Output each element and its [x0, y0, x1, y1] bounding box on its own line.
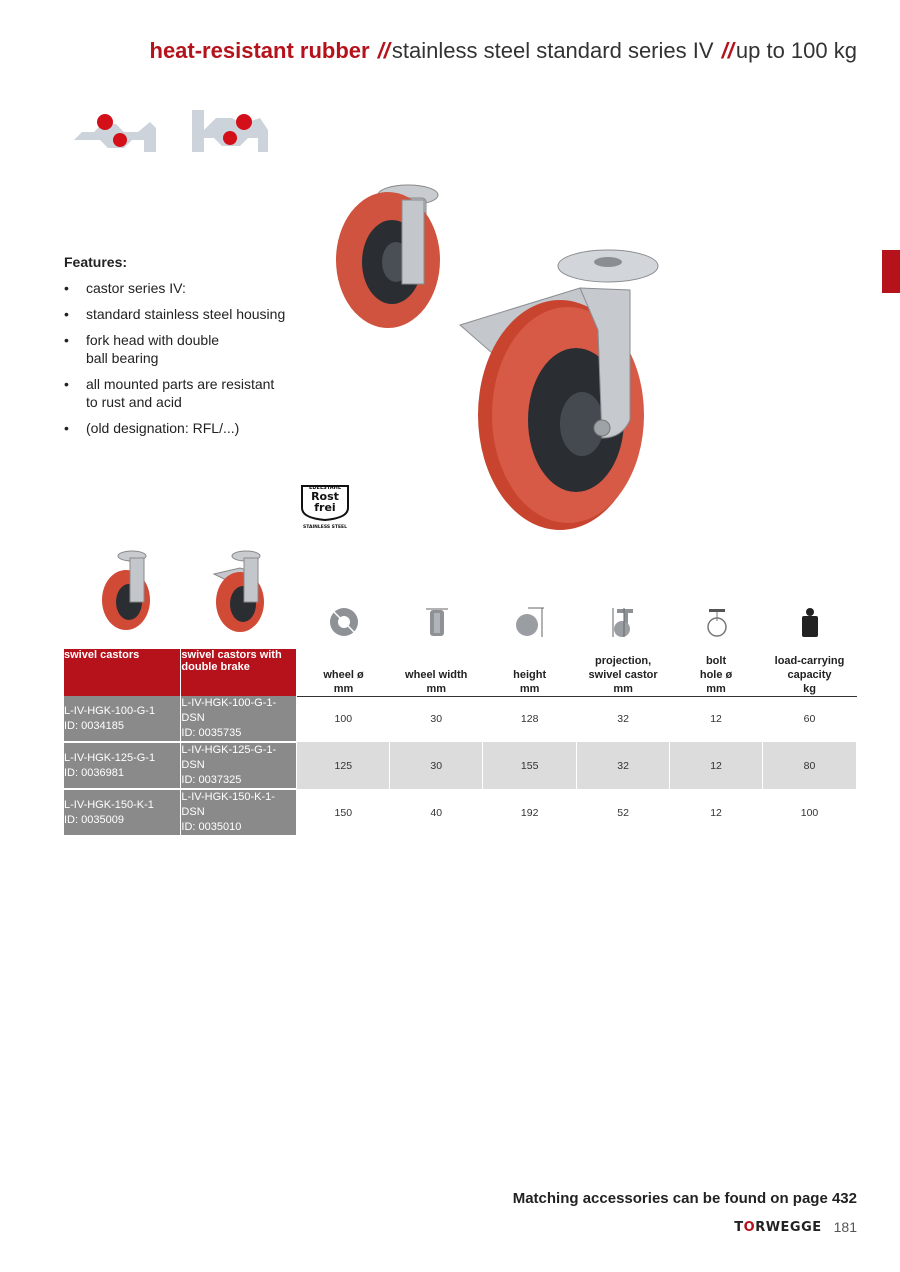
projection-icon: [577, 605, 670, 639]
projection-cell: 52: [577, 789, 670, 836]
table-row: [64, 789, 857, 836]
badge-top-text: EDELSTAHL: [308, 485, 342, 491]
title-separator: //: [377, 38, 390, 63]
brake-code-cell: L-IV-HGK-125-G-1-DSN ID: 0037325: [181, 742, 297, 789]
wheel-diameter-cell: 150: [297, 789, 390, 836]
load-capacity-cell: 60: [763, 696, 857, 742]
load-capacity-icon: [763, 605, 856, 639]
title-series: stainless steel standard series IV: [391, 38, 714, 63]
features-section: [64, 254, 324, 445]
table-row: [64, 696, 857, 742]
bolt-hole-cell: 12: [670, 789, 763, 836]
projection-cell: 32: [577, 696, 670, 742]
floor-pictogram-icon: [72, 100, 272, 158]
badge-line1: Rost: [311, 490, 339, 503]
col-wheel-width: wheel width mm: [390, 649, 483, 696]
wheel-width-cell: 30: [390, 742, 483, 789]
feature-item: • (old designation: RFL/...): [64, 419, 324, 437]
footer-brand: [734, 1219, 857, 1235]
col-projection: projection, swivel castor mm: [577, 649, 670, 696]
page-number: 181: [833, 1219, 857, 1235]
castor-illustration: [330, 170, 670, 540]
wheel-diameter-icon: [297, 605, 390, 639]
brand-logo: TORWEGGE: [734, 1219, 822, 1235]
height-cell: 192: [483, 789, 577, 836]
col-wheel-diameter: wheel ø mm: [297, 649, 390, 696]
column-pictograms: [297, 605, 857, 645]
badge-bottom-text: STAINLESS STEEL: [303, 525, 347, 530]
swivel-code-cell: L-IV-HGK-125-G-1 ID: 0036981: [64, 742, 181, 789]
title-capacity: up to 100 kg: [735, 38, 857, 63]
features-list: [64, 279, 324, 437]
title-separator: //: [721, 38, 734, 63]
castor-product-image: [330, 170, 670, 545]
features-heading: Features:: [64, 254, 128, 270]
table-header-row: [64, 649, 857, 696]
col-swivel-castors: swivel castors: [64, 649, 181, 696]
bolt-hole-cell: 12: [670, 742, 763, 789]
bolt-hole-cell: 12: [670, 696, 763, 742]
badge-line2: frei: [314, 501, 336, 514]
accessories-note: Matching accessories can be found on page 432: [512, 1190, 857, 1207]
wheel-diameter-cell: 125: [297, 742, 390, 789]
spec-table: [64, 649, 857, 837]
col-swivel-castors-brake: swivel castors with double brake: [181, 649, 297, 696]
swivel-code-cell: L-IV-HGK-100-G-1 ID: 0034185: [64, 696, 181, 742]
col-load-capacity: load-carrying capacity kg: [763, 649, 857, 696]
col-height: height mm: [483, 649, 577, 696]
brake-code-cell: L-IV-HGK-100-G-1-DSN ID: 0035735: [181, 696, 297, 742]
feature-item: • castor series IV:: [64, 279, 324, 297]
brake-castor-thumbnail-image: [210, 548, 270, 633]
load-capacity-cell: 80: [763, 742, 857, 789]
swivel-code-cell: L-IV-HGK-150-K-1 ID: 0035009: [64, 789, 181, 836]
title-material: heat-resistant rubber: [149, 38, 370, 63]
wheel-diameter-cell: 100: [297, 696, 390, 742]
col-bolt-hole: bolt hole ø mm: [670, 649, 763, 696]
projection-cell: 32: [577, 742, 670, 789]
table-row: [64, 742, 857, 789]
page-title: [150, 38, 858, 64]
swivel-castor-thumbnail: [98, 548, 158, 638]
height-icon: [484, 605, 577, 639]
swivel-castor-thumbnail-image: [98, 548, 158, 633]
wheel-width-cell: 30: [390, 696, 483, 742]
wheel-width-icon: [390, 605, 483, 639]
brake-castor-thumbnail: [210, 548, 270, 638]
height-cell: 128: [483, 696, 577, 742]
height-cell: 155: [483, 742, 577, 789]
load-capacity-cell: 100: [763, 789, 857, 836]
chapter-tab: [882, 250, 900, 293]
feature-item: • standard stainless steel housing: [64, 305, 324, 323]
brake-code-cell: L-IV-HGK-150-K-1-DSN ID: 0035010: [181, 789, 297, 836]
bolt-hole-icon: [670, 605, 763, 639]
feature-item: • fork head with double ball bearing: [64, 331, 226, 367]
feature-item: • all mounted parts are resistant to rust and acid: [64, 375, 286, 411]
wheel-width-cell: 40: [390, 789, 483, 836]
usage-pictograms: [72, 100, 272, 163]
